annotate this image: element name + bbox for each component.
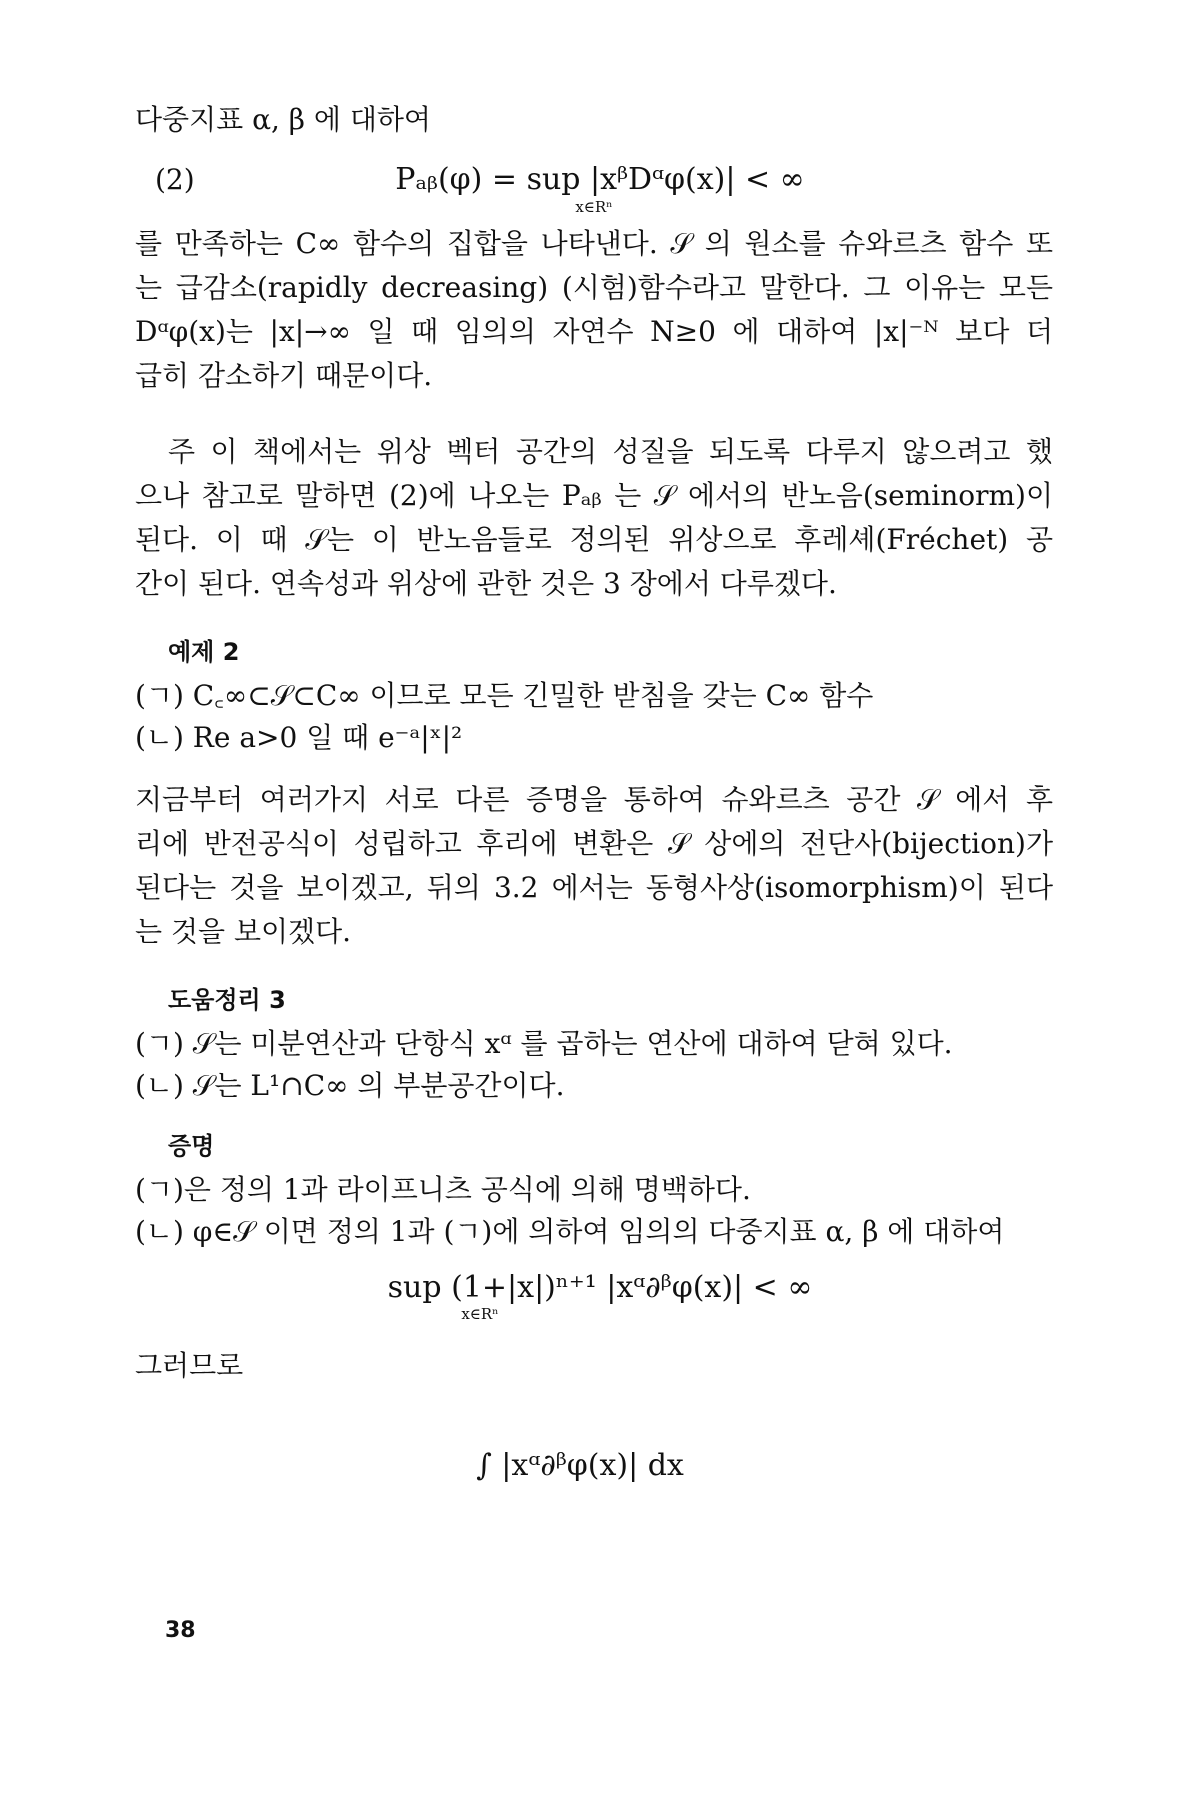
example-item: (ㄴ) Re a>0 일 때 e⁻ᵃ|ˣ|²: [135, 721, 463, 754]
para1-line: 는 급감소(rapidly decreasing) (시험)함수라고 말한다. 그 이유는 모든: [135, 271, 1053, 304]
note-line: 간이 된다. 연속성과 위상에 관한 것은 3 장에서 다루겠다.: [135, 567, 837, 600]
para2-line: 리에 반전공식이 성립하고 후리에 변환은 𝒮 상에의 전단사(bijection)가: [135, 827, 1053, 860]
para1-line: Dᵅφ(x)는 |x|→∞ 일 때 임의의 자연수 N≥0 에 대하여 |x|⁻ᴺ 보다 더: [135, 315, 1053, 348]
para1-line: 급히 감소하기 때문이다.: [135, 359, 433, 392]
example-item: (ㄱ) C꜀∞⊂𝒮⊂C∞ 이므로 모든 긴밀한 받침을 갖는 C∞ 함수: [135, 679, 874, 712]
para2-line: 지금부터 여러가지 서로 다른 증명을 통하여 슈와르츠 공간 𝒮 에서 후: [135, 783, 1053, 816]
note-line: 으나 참고로 말하면 (2)에 나오는 Pₐᵦ 는 𝒮 에서의 반노음(seminorm)이: [135, 479, 1053, 512]
lemma-title: 도움정리 3: [168, 986, 286, 1014]
therefore-line: 그러므로: [135, 1349, 244, 1382]
intro-line: 다중지표 α, β 에 대하여: [135, 103, 431, 136]
note-line: 된다. 이 때 𝒮는 이 반노음들로 정의된 위상으로 후레셰(Fréchet) 공: [135, 523, 1053, 556]
equation-2: Pₐᵦ(φ) = sup |xᵝDᵅφ(x)| < ∞: [395, 162, 805, 197]
proof-line: (ㄴ) φ∈𝒮 이면 정의 1과 (ㄱ)에 의하여 임의의 다중지표 α, β 에 대하여: [135, 1215, 1005, 1248]
proof-formula: sup (1+|x|)ⁿ⁺¹ |xᵅ∂ᵝφ(x)| < ∞: [387, 1270, 813, 1305]
equation-2-subscript: x∈Rⁿ: [575, 198, 613, 216]
para1-line: 를 만족하는 C∞ 함수의 집합을 나타낸다. 𝒮 의 원소를 슈와르츠 함수 또: [135, 227, 1053, 260]
equation-label: (2): [155, 163, 195, 196]
page-number: 38: [165, 1618, 196, 1643]
para2-line: 된다는 것을 보이겠고, 뒤의 3.2 에서는 동형사상(isomorphism)이 된다: [135, 871, 1053, 904]
para2-line: 는 것을 보이겠다.: [135, 915, 352, 948]
example-title: 예제 2: [168, 638, 240, 666]
integral-formula: ∫ |xᵅ∂ᵝφ(x)| dx: [476, 1448, 684, 1483]
lemma-item: (ㄱ) 𝒮는 미분연산과 단항식 xᵅ 를 곱하는 연산에 대하여 닫혀 있다.: [135, 1027, 953, 1060]
proof-formula-subscript: x∈Rⁿ: [461, 1305, 499, 1323]
lemma-item: (ㄴ) 𝒮는 L¹∩C∞ 의 부분공간이다.: [135, 1069, 565, 1102]
proof-line: (ㄱ)은 정의 1과 라이프니츠 공식에 의해 명백하다.: [135, 1173, 751, 1206]
note-line: 주 이 책에서는 위상 벡터 공간의 성질을 되도록 다루지 않으려고 했: [168, 435, 1053, 468]
proof-title: 증명: [168, 1132, 215, 1160]
